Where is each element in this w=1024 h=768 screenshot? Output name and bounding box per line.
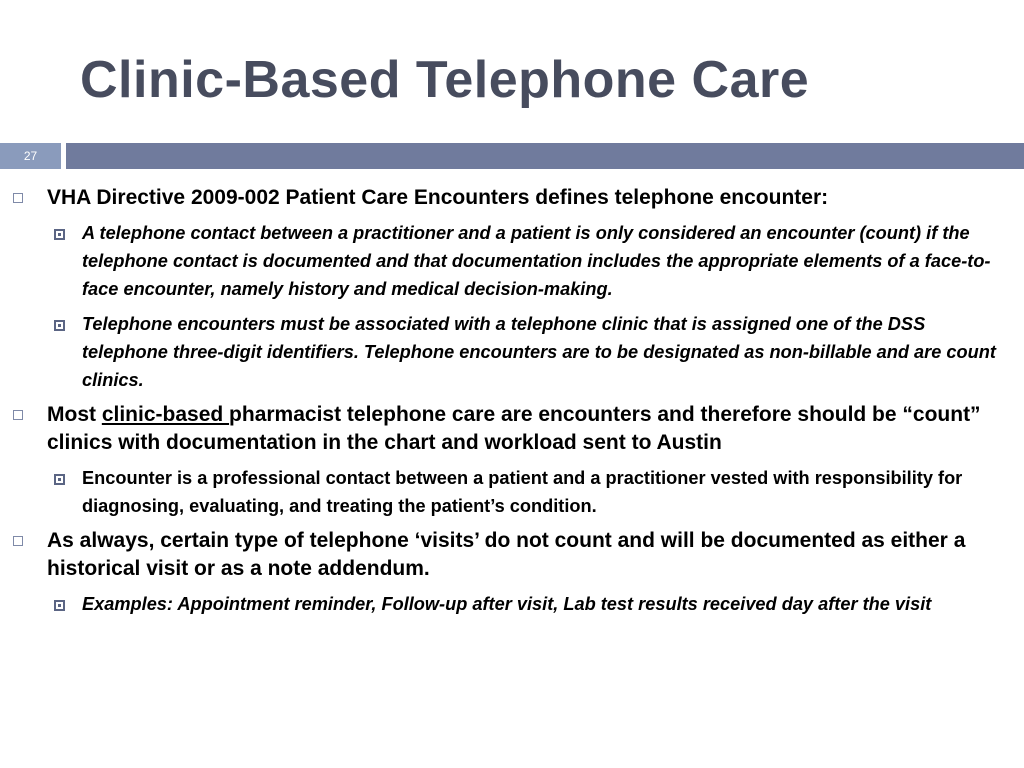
square-bullet-icon: [13, 193, 23, 203]
sub-bullet-text: Encounter is a professional contact between a patient and a practitioner vested with responsibility for diagnosing, evaluating, and treating the patient’s condition.: [82, 467, 963, 516]
slide-body: [0, 184, 1024, 625]
filled-square-bullet-icon: [54, 320, 65, 331]
sub-bullet-text: Examples: Appointment reminder, Follow-up after visit, Lab test results received day after the visit: [82, 593, 932, 614]
slide-title: Clinic-Based Telephone Care: [80, 51, 810, 109]
sub-bullet-encounter-definition: [0, 219, 1024, 303]
bullet-clinic-based: [0, 401, 1024, 458]
bullet-prefix: Most: [47, 402, 102, 426]
bullet-non-count-visits: [0, 527, 1024, 584]
square-bullet-icon: [13, 536, 23, 546]
title-rule: [66, 143, 1024, 169]
sub-bullet-text: A telephone contact between a practitioner and a patient is only considered an encounter (count) if the telephone contact is documented and that documentation includes the appropriate elements of a face-to-face encounter, namely history and medical decision-making.: [82, 222, 991, 299]
filled-square-bullet-icon: [54, 229, 65, 240]
bullet-suffix: pharmacist telephone care are encounters and therefore should be “count” clinics with documentation in the chart and workload sent to Austin: [47, 402, 981, 454]
square-bullet-icon: [13, 410, 23, 420]
sub-bullet-examples: [0, 590, 1024, 618]
filled-square-bullet-icon: [54, 600, 65, 611]
sub-bullet-encounter-professional: [0, 464, 1024, 520]
bullet-vha-directive: [0, 184, 1024, 213]
bullet-text: VHA Directive 2009-002 Patient Care Encounters defines telephone encounter:: [47, 186, 829, 209]
bullet-text: As always, certain type of telephone ‘visits’ do not count and will be documented as either a historical visit or as a note addendum.: [47, 528, 966, 580]
underlined-term: clinic-based: [101, 402, 230, 426]
sub-bullet-telephone-clinic: [0, 310, 1024, 394]
filled-square-bullet-icon: [54, 474, 65, 485]
sub-bullet-text: Telephone encounters must be associated with a telephone clinic that is assigned one of the DSS telephone three-digit identifiers. Telephone encounters are to be designated as non-billable and are count clinics.: [82, 313, 996, 390]
header-bar: [0, 143, 1024, 169]
slide-number: 27: [0, 143, 61, 169]
